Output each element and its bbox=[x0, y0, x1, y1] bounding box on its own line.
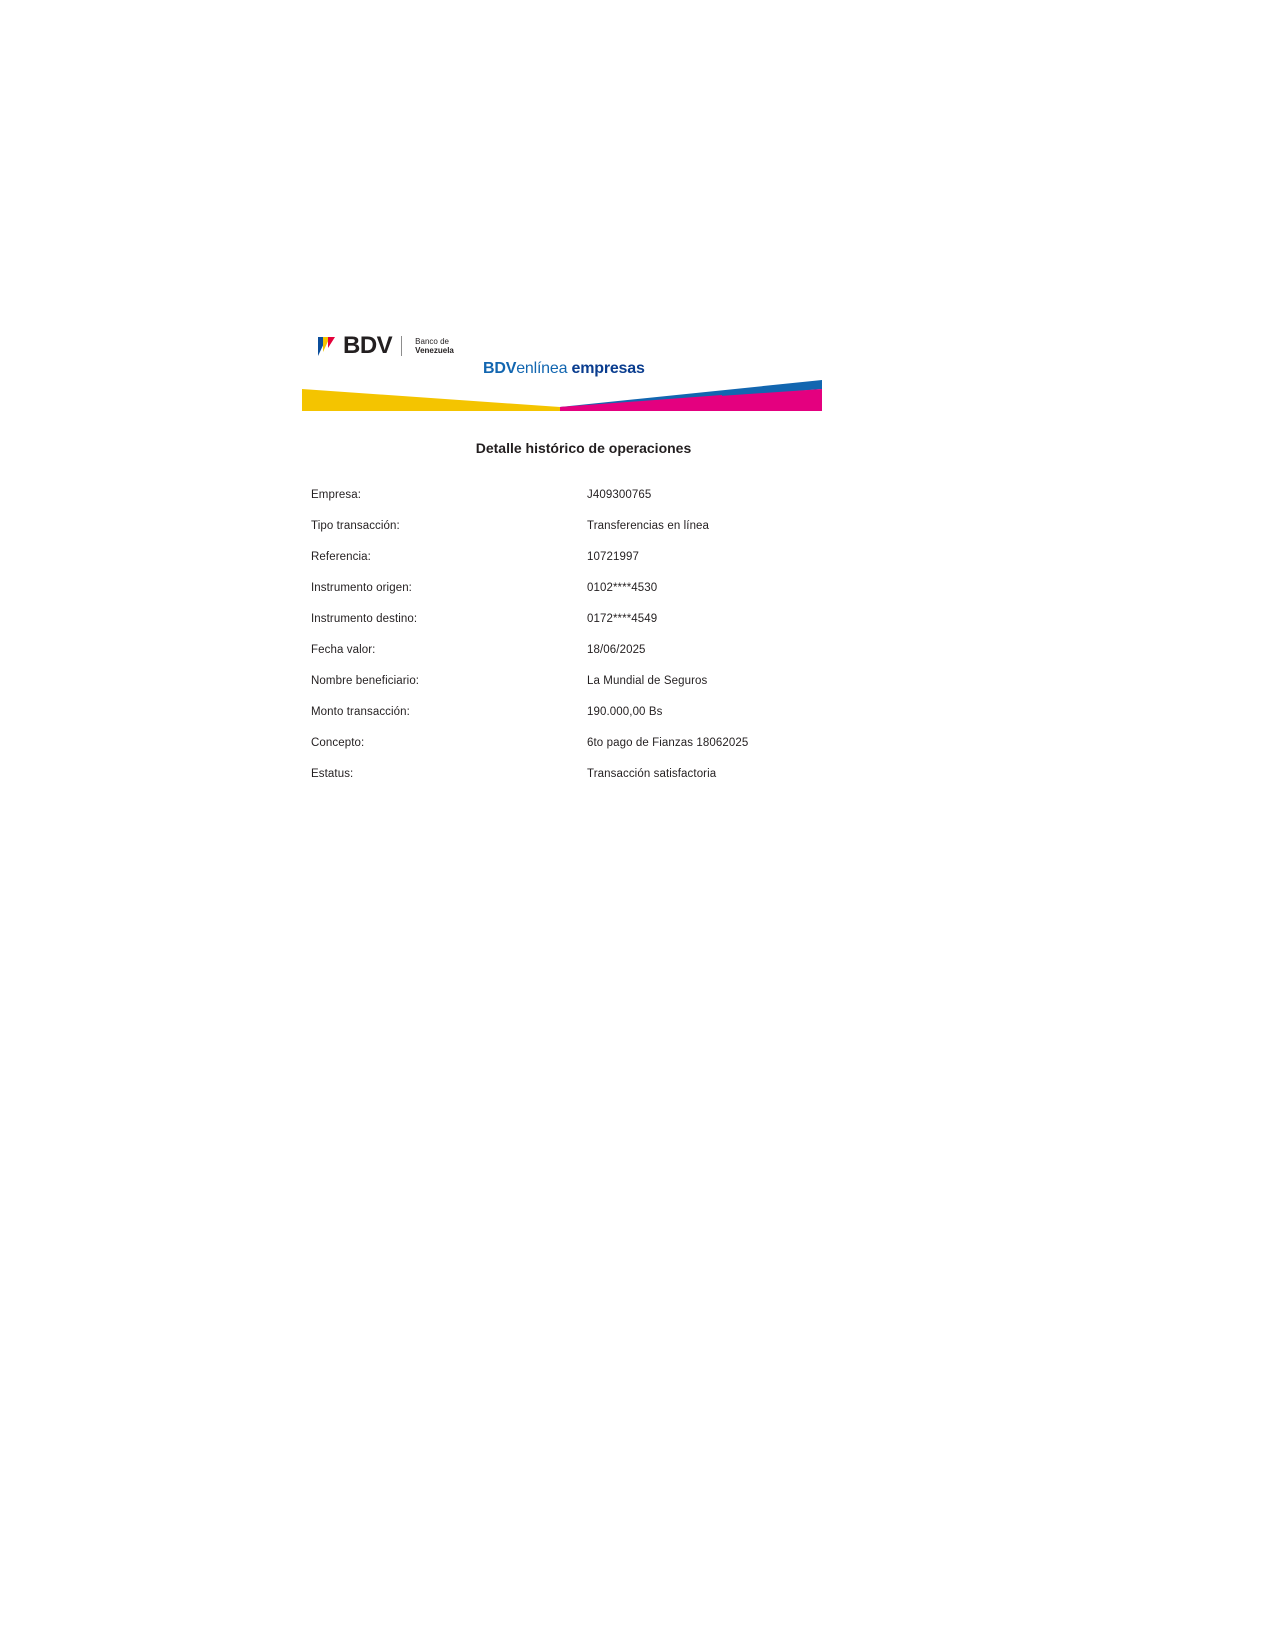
detail-value: 18/06/2025 bbox=[587, 644, 646, 656]
product-brand-suffix: empresas bbox=[571, 360, 645, 377]
detail-value: Transferencias en línea bbox=[587, 520, 710, 532]
detail-label: Empresa: bbox=[311, 489, 362, 501]
detail-row-concepto bbox=[311, 737, 951, 768]
detail-label: Fecha valor: bbox=[311, 644, 376, 656]
detail-row-referencia bbox=[311, 551, 951, 582]
bdv-logo-subtitle-line2: Venezuela bbox=[415, 346, 454, 355]
page-title-text: Detalle histórico de operaciones bbox=[475, 440, 692, 456]
product-brand-title bbox=[483, 360, 645, 378]
bdv-logo-subtitle-line1: Banco de bbox=[415, 336, 449, 346]
detail-value: 0102****4530 bbox=[587, 582, 658, 594]
detail-label: Instrumento origen: bbox=[311, 582, 412, 594]
product-brand-mid: enlínea bbox=[516, 360, 568, 377]
bdv-logo bbox=[318, 334, 454, 358]
detail-row-instrumento-destino bbox=[311, 613, 951, 644]
detail-row-fecha-valor bbox=[311, 644, 951, 675]
detail-value: La Mundial de Seguros bbox=[587, 675, 708, 687]
detail-label: Nombre beneficiario: bbox=[311, 675, 420, 687]
detail-row-tipo-transaccion bbox=[311, 520, 951, 551]
transaction-detail-list bbox=[311, 489, 951, 799]
detail-value: 10721997 bbox=[587, 551, 639, 563]
brand-ribbon-graphic bbox=[302, 377, 822, 411]
detail-value: Transacción satisfactoria bbox=[587, 768, 717, 780]
detail-row-estatus bbox=[311, 768, 951, 799]
detail-value: 190.000,00 Bs bbox=[587, 706, 663, 718]
bdv-logo-icon bbox=[318, 337, 336, 356]
detail-row-monto-transaccion bbox=[311, 706, 951, 737]
bdv-logo-text: BDV bbox=[343, 332, 393, 359]
detail-label: Concepto: bbox=[311, 737, 365, 749]
detail-row-empresa bbox=[311, 489, 951, 520]
detail-row-nombre-beneficiario bbox=[311, 675, 951, 706]
detail-label: Referencia: bbox=[311, 551, 371, 563]
page-title bbox=[0, 440, 1275, 456]
logo-divider bbox=[401, 336, 402, 356]
bdv-logo-subtitle bbox=[415, 337, 454, 356]
detail-label: Instrumento destino: bbox=[311, 613, 418, 625]
product-brand-prefix: BDV bbox=[483, 360, 517, 377]
detail-label: Estatus: bbox=[311, 768, 354, 780]
detail-value: 0172****4549 bbox=[587, 613, 658, 625]
detail-label: Tipo transacción: bbox=[311, 520, 400, 532]
detail-label: Monto transacción: bbox=[311, 706, 410, 718]
detail-value: 6to pago de Fianzas 18062025 bbox=[587, 737, 749, 749]
document-header bbox=[0, 0, 1275, 430]
detail-value: J409300765 bbox=[587, 489, 652, 501]
detail-row-instrumento-origen bbox=[311, 582, 951, 613]
